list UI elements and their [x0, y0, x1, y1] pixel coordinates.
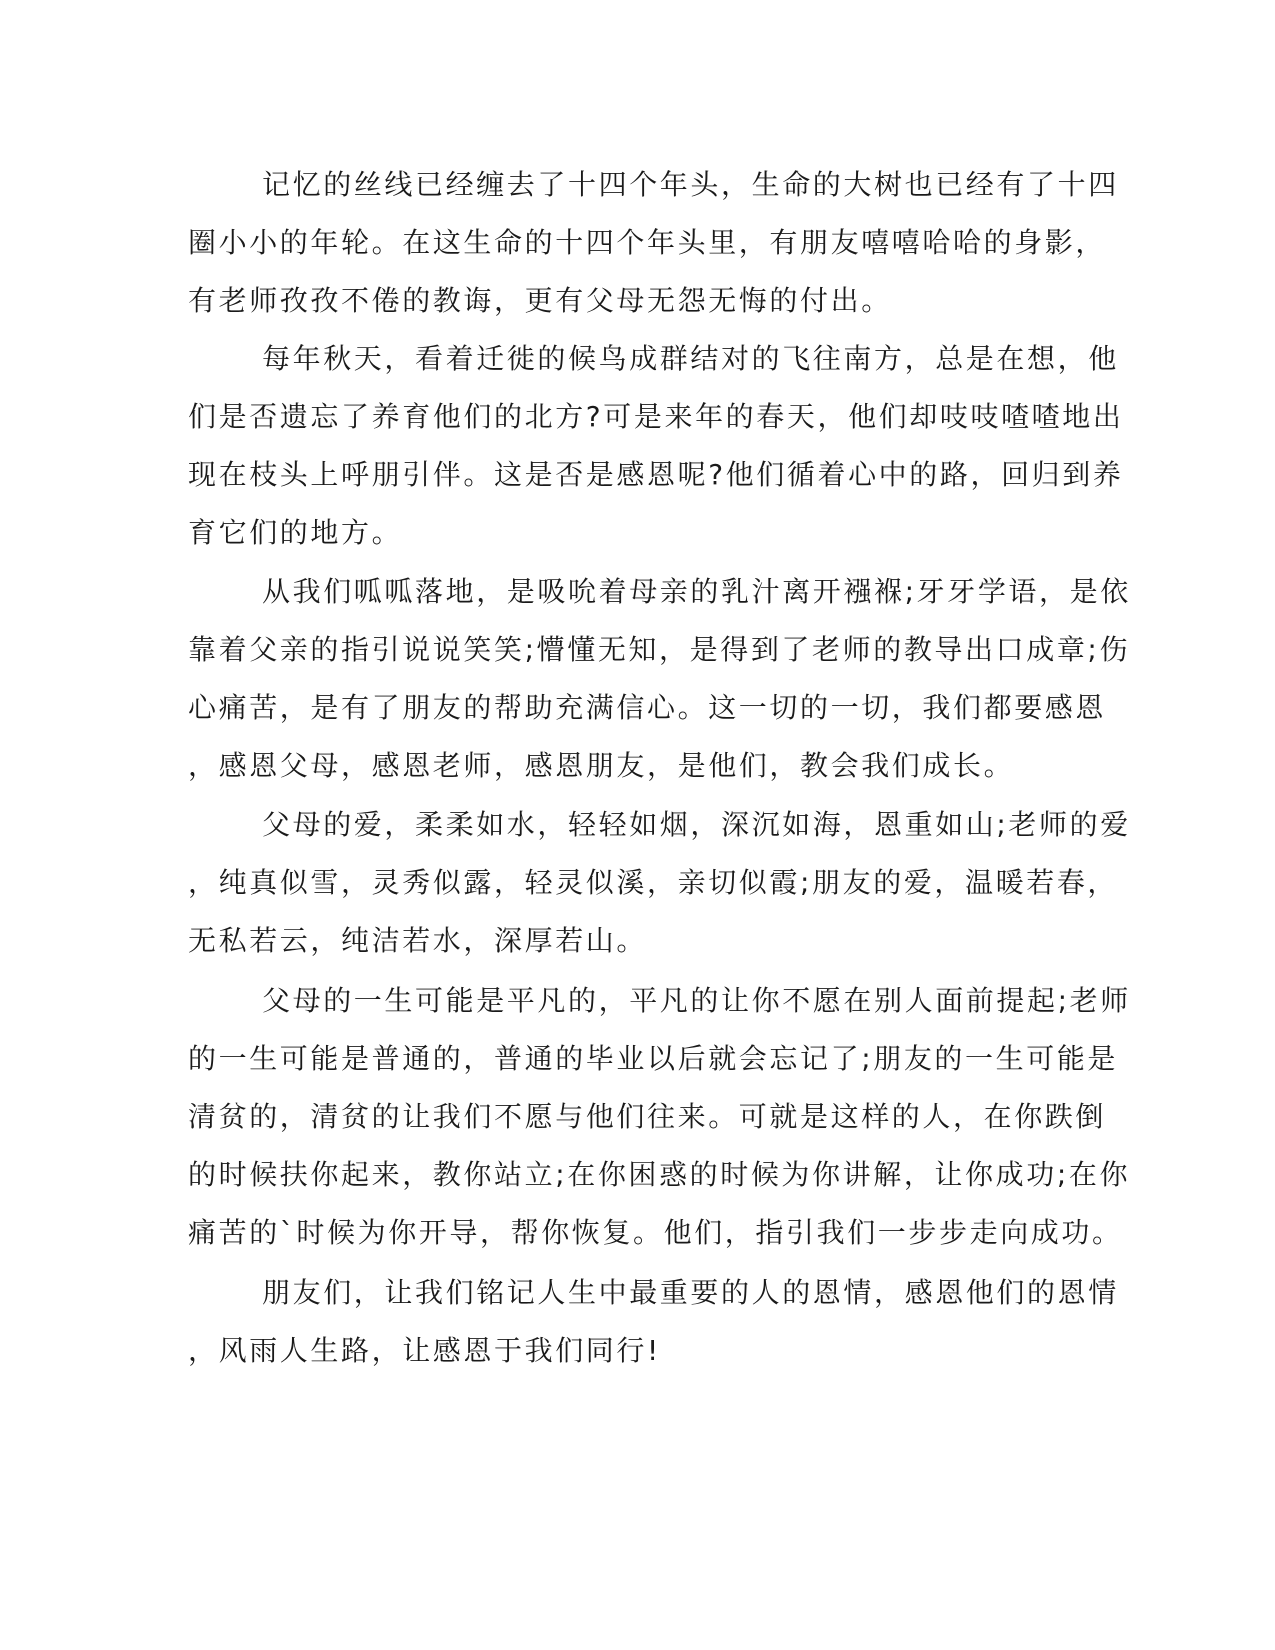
text-line: 每年秋天，看着迁徙的候鸟成群结对的飞往南方，总是在想，他 [262, 342, 1119, 375]
text-line: 记忆的丝线已经缠去了十四个年头，生命的大树也已经有了十四 [262, 168, 1119, 201]
text-line: 育它们的地方。 [188, 516, 403, 549]
text-line: 心痛苦，是有了朋友的帮助充满信心。这一切的一切，我们都要感恩 [188, 691, 1107, 724]
text-line: 们是否遗忘了养育他们的北方?可是来年的春天，他们却吱吱喳喳地出 [188, 400, 1124, 433]
text-line: 有老师孜孜不倦的教诲，更有父母无怨无悔的付出。 [188, 284, 892, 317]
text-line: 从我们呱呱落地，是吸吮着母亲的乳汁离开襁褓;牙牙学语，是依 [262, 575, 1131, 608]
text-line: 靠着父亲的指引说说笑笑;懵懂无知，是得到了老师的教导出口成章;伤 [188, 633, 1131, 666]
text-line: 无私若云，纯洁若水，深厚若山。 [188, 924, 648, 957]
text-line: 圈小小的年轮。在这生命的十四个年头里，有朋友嘻嘻哈哈的身影， [188, 226, 1107, 259]
text-line: ，感恩父母，感恩老师，感恩朋友，是他们，教会我们成长。 [188, 749, 1015, 782]
text-line: 朋友们，让我们铭记人生中最重要的人的恩情，感恩他们的恩情 [262, 1276, 1119, 1309]
text-line: 痛苦的`时候为你开导，帮你恢复。他们，指引我们一步步走向成功。 [188, 1216, 1123, 1249]
text-line: ，纯真似雪，灵秀似露，轻灵似溪，亲切似霞;朋友的爱，温暖若春， [188, 866, 1119, 899]
text-line: ，风雨人生路，让感恩于我们同行! [188, 1334, 661, 1367]
text-line: 父母的爱，柔柔如水，轻轻如烟，深沉如海，恩重如山;老师的爱 [262, 808, 1131, 841]
text-line: 清贫的，清贫的让我们不愿与他们往来。可就是这样的人，在你跌倒 [188, 1100, 1107, 1133]
text-line: 父母的一生可能是平凡的，平凡的让你不愿在别人面前提起;老师 [262, 984, 1131, 1017]
text-line: 现在枝头上呼朋引伴。这是否是感恩呢?他们循着心中的路，回归到养 [188, 458, 1124, 491]
text-line: 的一生可能是普通的，普通的毕业以后就会忘记了;朋友的一生可能是 [188, 1042, 1119, 1075]
text-line: 的时候扶你起来，教你站立;在你困惑的时候为你讲解，让你成功;在你 [188, 1158, 1131, 1191]
